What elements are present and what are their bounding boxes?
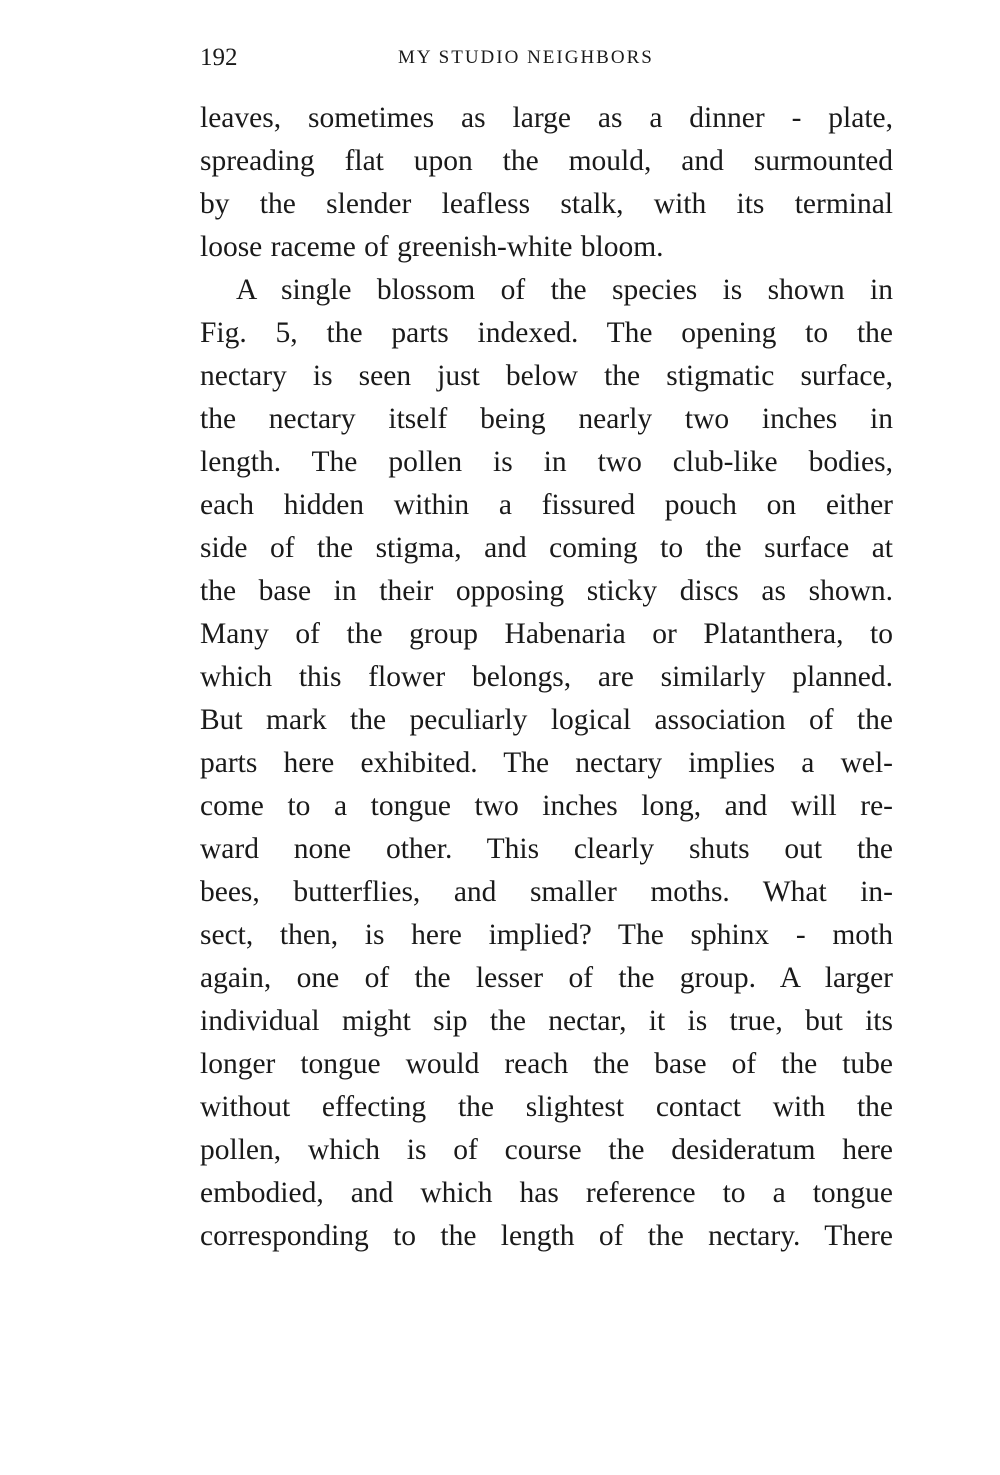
- text-line: side of the stigma, and coming to the surface at: [200, 532, 893, 564]
- page-number: 192: [200, 44, 238, 71]
- text-line: spreading flat upon the mould, and surmounted: [200, 145, 893, 177]
- body-text: [200, 97, 893, 1258]
- text-line: the nectary itself being nearly two inches in: [200, 403, 893, 435]
- text-line: ward none other. This clearly shuts out the: [200, 833, 893, 865]
- text-line: which this flower belongs, are similarly planned.: [200, 661, 893, 693]
- text-line: bees, butterflies, and smaller moths. What in-: [200, 876, 893, 908]
- text-line: Many of the group Habenaria or Platanthera, to: [200, 618, 893, 650]
- text-line: come to a tongue two inches long, and will re-: [200, 790, 893, 822]
- text-line: without effecting the slightest contact with the: [200, 1091, 893, 1123]
- text-line: corresponding to the length of the nectary. There: [200, 1220, 893, 1252]
- text-line: But mark the peculiarly logical association of the: [200, 704, 893, 736]
- text-line: length. The pollen is in two club-like bodies,: [200, 446, 893, 478]
- text-line: A single blossom of the species is shown in: [236, 274, 893, 306]
- text-line: leaves, sometimes as large as a dinner - plate,: [200, 102, 893, 134]
- text-line: embodied, and which has reference to a tongue: [200, 1177, 893, 1209]
- running-title: MY STUDIO NEIGHBORS: [398, 47, 654, 68]
- text-line: each hidden within a fissured pouch on either: [200, 489, 893, 521]
- text-line: sect, then, is here implied? The sphinx - moth: [200, 919, 893, 951]
- text-line: by the slender leafless stalk, with its terminal: [200, 188, 893, 220]
- text-line: Fig. 5, the parts indexed. The opening to the: [200, 317, 893, 349]
- text-line: again, one of the lesser of the group. A larger: [200, 962, 893, 994]
- text-line: loose raceme of greenish-white bloom.: [200, 231, 664, 263]
- text-line: pollen, which is of course the desideratum here: [200, 1134, 893, 1166]
- page-header: [200, 44, 893, 80]
- text-line: the base in their opposing sticky discs as shown.: [200, 575, 893, 607]
- text-line: longer tongue would reach the base of the tube: [200, 1048, 893, 1080]
- text-line: individual might sip the nectar, it is true, but its: [200, 1005, 893, 1037]
- text-line: nectary is seen just below the stigmatic surface,: [200, 360, 893, 392]
- text-line: parts here exhibited. The nectary implies a wel-: [200, 747, 893, 779]
